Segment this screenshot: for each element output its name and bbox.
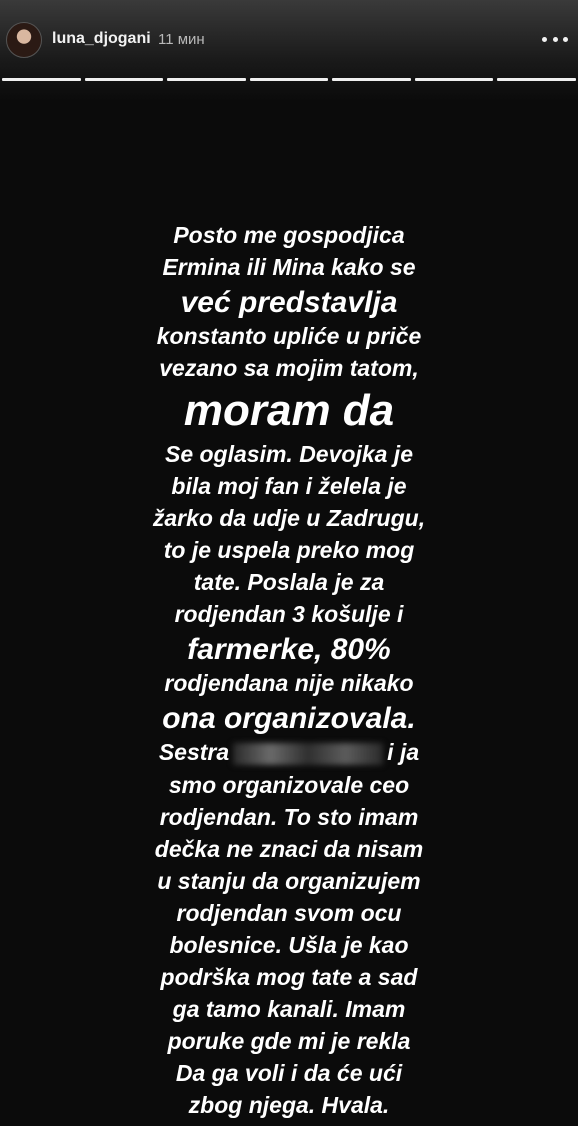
story-line: rodjendana nije nikako xyxy=(164,670,414,696)
story-header xyxy=(0,0,578,78)
redacted-name-blur xyxy=(233,743,383,765)
story-line: vezano sa mojim tatom, xyxy=(159,355,419,381)
story-line: moram da xyxy=(183,386,395,435)
story-line: smo organizovale ceo xyxy=(168,771,410,798)
story-line: Se oglasim. Devojka je xyxy=(164,441,413,467)
story-line: konstanto upliće u priče xyxy=(156,323,422,349)
story-line: bila moj fan i želela je xyxy=(171,473,407,499)
story-line: Ermina ili Mina kako se xyxy=(162,254,416,280)
story-line: poruke gde mi je rekla xyxy=(167,1027,411,1054)
timestamp: 11 мин xyxy=(158,31,205,48)
progress-segment xyxy=(250,78,329,81)
progress-segment xyxy=(415,78,494,81)
story-line: žarko da udje u Zadrugu, xyxy=(152,505,426,531)
story-line: Da ga voli i da će ući xyxy=(175,1059,403,1086)
progress-segment xyxy=(167,78,246,81)
story-line: Posto me gospodjica xyxy=(173,222,405,248)
story-progress-bar xyxy=(2,78,576,81)
story-line: zbog njega. Hvala. xyxy=(188,1091,390,1118)
story-line: ga tamo kanali. Imam xyxy=(172,995,406,1022)
story-line: podrška mog tate a sad xyxy=(160,963,418,990)
story-line: rodjendan 3 košulje i xyxy=(174,601,404,627)
story-line: tate. Poslala je za xyxy=(193,569,385,595)
username[interactable]: luna_djogani xyxy=(52,30,151,47)
story-line: dečka ne znaci da nisam xyxy=(154,835,424,862)
avatar[interactable] xyxy=(6,22,42,58)
story-line: ona organizovala. xyxy=(162,702,416,735)
story-line: bolesnice. Ušla je kao xyxy=(169,931,409,958)
story-line: farmerke, 80% xyxy=(187,633,391,666)
progress-segment xyxy=(2,78,81,81)
story-line: u stanju da organizujem xyxy=(157,867,421,894)
progress-segment xyxy=(332,78,411,81)
story-line: već predstavlja xyxy=(180,286,398,319)
story-line: rodjendan. To sto imam xyxy=(159,803,419,830)
progress-segment xyxy=(497,78,576,81)
story-line: to je uspela preko mog xyxy=(163,537,415,563)
story-text xyxy=(90,220,488,1126)
story-line: Sestra i ja xyxy=(158,739,420,765)
more-horizontal-icon[interactable] xyxy=(542,28,568,50)
story-line: rodjendan svom ocu xyxy=(176,899,402,926)
progress-segment xyxy=(85,78,164,81)
